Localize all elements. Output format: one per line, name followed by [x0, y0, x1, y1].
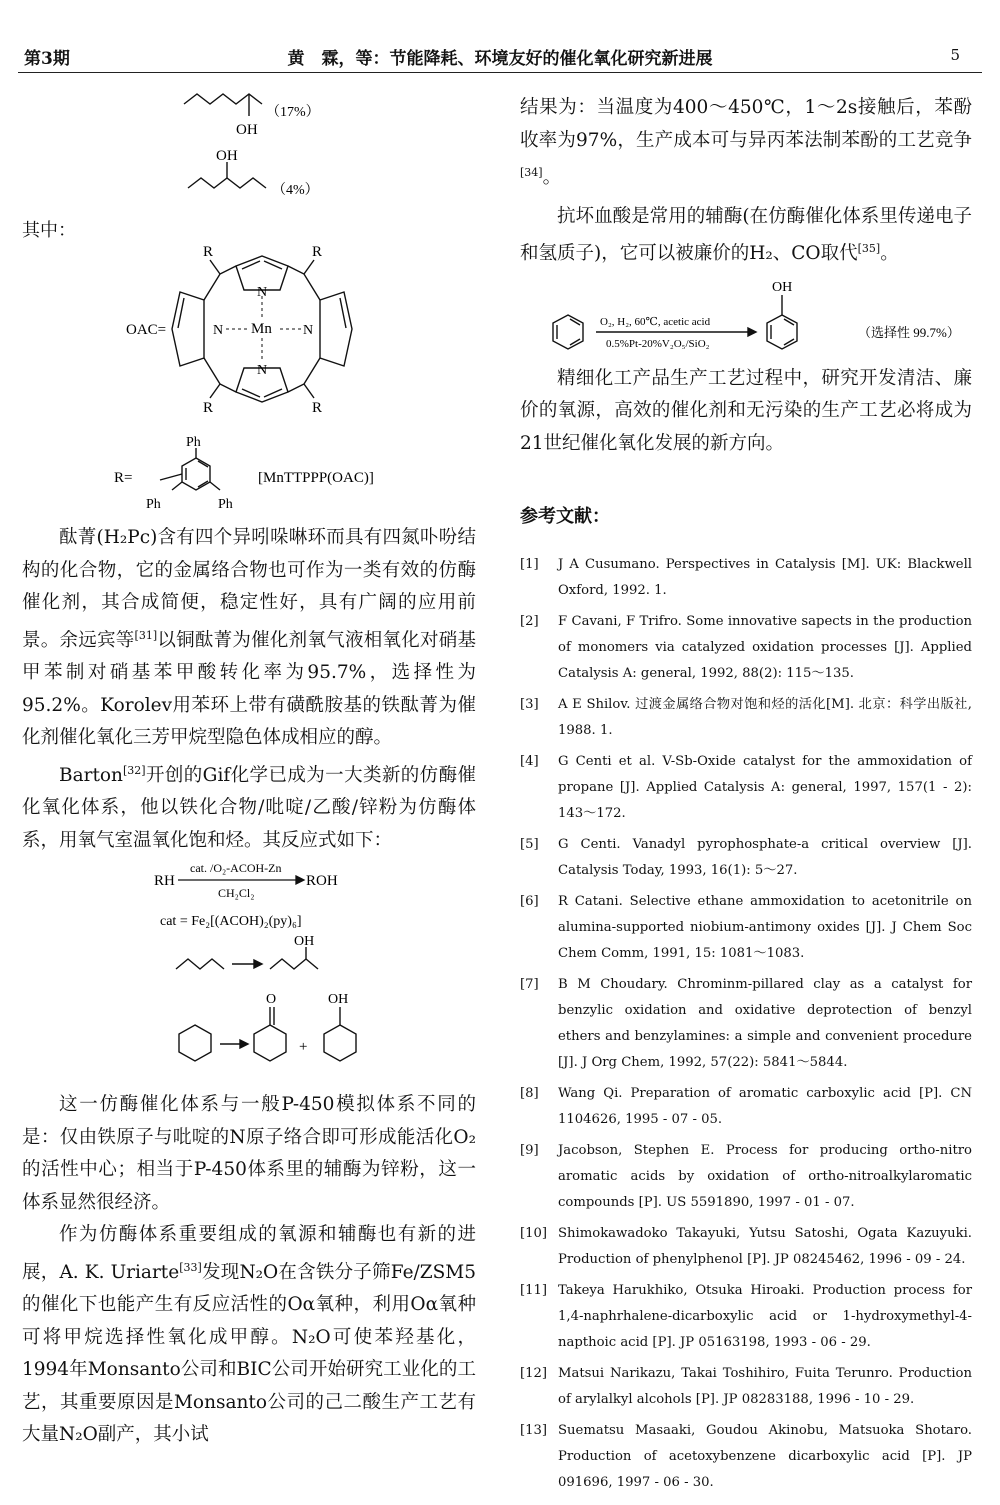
- r-label: R: [203, 244, 214, 260]
- reference-item: [520, 552, 972, 604]
- reference-item: [520, 609, 972, 687]
- paragraph: [22, 1219, 476, 1452]
- porphyrin-figure: [22, 216, 476, 522]
- n-label: N: [303, 323, 314, 338]
- r-label: R: [312, 244, 323, 260]
- reference-item: [520, 1081, 972, 1133]
- ph-label: Ph: [218, 497, 233, 512]
- catalyst-label: 0.5%Pt-20%V₂O₅/SiO₂: [606, 337, 710, 350]
- text: Barton: [59, 764, 123, 786]
- citation: [32]: [122, 763, 146, 777]
- reference-text: J A Cusumano. Perspectives in Catalysis [M]. UK: Blackwell Oxford, 1992. 1.: [558, 557, 972, 599]
- text: 结果为：当温度为400～450℃，1～2s接触后，苯酚收率为97%，生产成本可与异丙苯法制苯酚的工艺竞争: [520, 97, 972, 151]
- citation: [35]: [857, 242, 881, 256]
- yield-label: （17%）: [266, 105, 320, 120]
- oh-label: OH: [216, 148, 238, 164]
- condition-label: cat. /O₂-ACOH-Zn: [190, 861, 282, 876]
- r-definition-label: R=: [114, 470, 133, 486]
- r-label: R: [312, 400, 323, 416]
- mn-porphyrin-structure: [22, 216, 476, 522]
- text: 作为仿酶体系重要组成的氧源和辅酶也有新的进展，A. K. Uriarte: [22, 1224, 476, 1283]
- reference-text: F Cavani, F Trifro. Some innovative sapects in the production of monomers via catalyzed oxidation processes [J]. Applied Catalysis A: general, 1992, 88(2): 115～135.: [558, 614, 972, 682]
- reference-item: [520, 972, 972, 1076]
- product-label: ROH: [306, 873, 338, 890]
- benzene-hydroxylation-scheme: [520, 271, 972, 359]
- solvent-label: CH₂Cl₂: [218, 886, 255, 901]
- n-label: N: [257, 285, 268, 300]
- reference-text: G Centi. Vanadyl pyrophosphate-a critical overview [J]. Catalysis Today, 1993, 16(1): 5～27.: [558, 837, 972, 879]
- n-label: N: [257, 363, 268, 378]
- catalyst-formula: cat = Fe₂[(ACOH)₂(py)₆]: [160, 914, 302, 930]
- reference-text: Suematsu Masaaki, Goudou Akinobu, Matsuoka Shotaro. Production of acetoxybenzene dicarboxylic acid [P]. JP 091696, 1997 - 06 - 30.: [558, 1423, 972, 1491]
- yield-label: （4%）: [272, 183, 319, 198]
- paragraph: [22, 522, 476, 755]
- reference-text: G Centi et al. V-Sb-Oxide catalyst for the ammoxidation of propane [J]. Applied Catalysis A: general, 1997, 157(1 - 2): 143～172.: [558, 754, 972, 822]
- text: 。: [880, 243, 899, 265]
- reference-number: [1]: [520, 557, 539, 573]
- references-heading: 参考文献：: [520, 506, 610, 528]
- reference-number: [11]: [520, 1283, 548, 1299]
- reference-number: [9]: [520, 1143, 539, 1159]
- mn-label: Mn: [251, 321, 272, 337]
- citation: [34]: [520, 166, 543, 179]
- alcohol-products-scheme: [22, 92, 476, 212]
- ph-label: Ph: [186, 435, 201, 450]
- reference-text: Takeya Harukhiko, Otsuka Hiroaki. Production process for 1,4-naphrhalene-dicarboxylic acid or 1-hydroxymethyl-4-napthoic acid [P]. JP 05163198, 1993 - 06 - 29.: [558, 1283, 972, 1351]
- reference-number: [10]: [520, 1226, 548, 1242]
- right-column: [520, 92, 972, 1501]
- references-list: [520, 552, 972, 1496]
- reference-text: Shimokawadoko Takayuki, Yutsu Satoshi, Ogata Kazuyuki. Production of phenylphenol [P]. JP 08245462, 1996 - 09 - 24.: [558, 1226, 972, 1268]
- reference-item: [520, 692, 972, 744]
- paragraph: 这一仿酶催化体系与一般P-450模拟体系不同的是：仅由铁原子与吡啶的N原子络合即可形成能活化O₂的活性中心；相当于P-450体系里的辅酶为锌粉，这一体系显然很经济。: [22, 1094, 476, 1213]
- reference-number: [2]: [520, 614, 539, 630]
- text: 发现N₂O在含铁分子筛Fe/ZSM5的催化下也能产生有反应活性的Oα氧种，利用Oα氧种可将甲烷选择性氧化成甲醇。N₂O可使苯羟基化，1994年Monsanto公司和BIC公司开始研究工业化的工艺，其重要原因是Monsanto公司的己二酸生产工艺有大量N₂O副产，其小试: [22, 1261, 476, 1446]
- reference-number: [5]: [520, 837, 539, 853]
- catalyst-name: [MnTTPPP(OAC)]: [258, 470, 374, 486]
- reference-item: [520, 889, 972, 967]
- oh-label: OH: [294, 934, 315, 950]
- gif-reaction-scheme: [22, 857, 476, 1085]
- reference-number: [3]: [520, 697, 539, 713]
- text: 酞菁(H₂Pc)含有四个异吲哚啉环而具有四氮卟吩结构的化合物，它的金属络合物也可作为一类有效的仿酶催化剂，其合成简便，稳定性好，具有广阔的应用前景。余远宾等: [22, 527, 476, 651]
- header-rule: [18, 72, 982, 73]
- reference-number: [4]: [520, 754, 539, 770]
- reference-number: [6]: [520, 894, 539, 910]
- reference-item: [520, 1278, 972, 1356]
- reference-item: [520, 1138, 972, 1216]
- ph-label: Ph: [146, 497, 161, 512]
- reference-text: R Catani. Selective ethane ammoxidation to acetonitrile on alumina-supported niobium-antimony oxides [J]. J Chem Soc Chem Comm, 1991, 15: 1081～1083.: [558, 894, 972, 962]
- reference-number: [8]: [520, 1086, 539, 1102]
- page-header: [0, 0, 1000, 72]
- reference-text: Matsui Narikazu, Takai Toshihiro, Fuita Terunro. Production of arylalkyl alcohols [P]. JP 08283188, 1996 - 10 - 29.: [558, 1366, 972, 1408]
- reactant-label: RH: [154, 873, 175, 890]
- r-label: R: [203, 400, 214, 416]
- reference-item: [520, 749, 972, 827]
- running-title: 黄 霖，等：节能降耗、环境友好的催化氧化研究新进展: [287, 49, 713, 69]
- reference-item: [520, 1361, 972, 1413]
- page-number: 5: [950, 46, 960, 64]
- paragraph: [520, 92, 972, 195]
- text: 抗坏血酸是常用的辅酶(在仿酶催化体系里传递电子和氢质子)，它可以被廉价的H₂、CO取代: [520, 205, 972, 265]
- left-column: [22, 92, 476, 1452]
- text: 。: [542, 167, 562, 189]
- oac-label: OAC=: [126, 322, 167, 338]
- n-label: N: [213, 323, 224, 338]
- reference-text: Wang Qi. Preparation of aromatic carboxylic acid [P]. CN 1104626, 1995 - 07 - 05.: [558, 1086, 972, 1128]
- citation: [33]: [179, 1260, 202, 1274]
- citation: [31]: [134, 628, 158, 642]
- where-label: 其中：: [22, 220, 76, 241]
- reference-text: Jacobson, Stephen E. Process for producing ortho-nitro aromatic acids by oxidation of ortho-nitroalkylaromatic compounds [P]. US 5591890, 1997 - 01 - 07.: [558, 1143, 972, 1211]
- reference-item: [520, 832, 972, 884]
- plus-sign: +: [299, 1039, 308, 1056]
- reference-item: [520, 1418, 972, 1496]
- reference-text: B M Choudary. Chrominm-pillared clay as a catalyst for benzylic oxidation and oxidative deprotection of benzyl ethers and benzylamines: a simple and convenient procedure [J]. J Org Chem, 1992, 57(22): 5841～5844.: [558, 977, 972, 1071]
- reference-text: A E Shilov. 过渡金属络合物对饱和烃的活化[M]. 北京：科学出版社, 1988. 1.: [558, 697, 972, 739]
- reference-number: [7]: [520, 977, 539, 993]
- selectivity-label: （选择性 99.7%）: [858, 324, 960, 340]
- oh-label: OH: [328, 992, 349, 1008]
- text: 以铜酞菁为催化剂氧气液相氧化对硝基甲苯制对硝基苯甲酸转化率为95.7%，选择性为95.2%。Korolev用苯环上带有磺酰胺基的铁酞菁为催化剂催化氧化三芳甲烷型隐色体成相应的醇。: [22, 629, 476, 749]
- oxygen-label: O: [266, 992, 277, 1008]
- reference-number: [12]: [520, 1366, 548, 1382]
- issue-number: 第3期: [24, 49, 70, 69]
- text: 开创的Gif化学已成为一大类新的仿酶催化氧化体系，他以铁化合物/吡啶/乙酸/锌粉为仿酶体系，用氧气室温氧化饱和烃。其反应式如下：: [22, 764, 476, 851]
- paragraph: [520, 201, 972, 271]
- condition-label: O₂, H₂, 60℃, acetic acid: [600, 315, 711, 328]
- oh-label: OH: [772, 279, 793, 295]
- reference-number: [13]: [520, 1423, 548, 1439]
- paragraph: [22, 755, 476, 858]
- reference-item: [520, 1221, 972, 1273]
- paragraph: 精细化工产品生产工艺过程中，研究开发清洁、廉价的氧源，高效的催化剂和无污染的生产工艺必将成为21世纪催化氧化发展的新方向。: [520, 367, 972, 454]
- oh-label: OH: [236, 122, 258, 138]
